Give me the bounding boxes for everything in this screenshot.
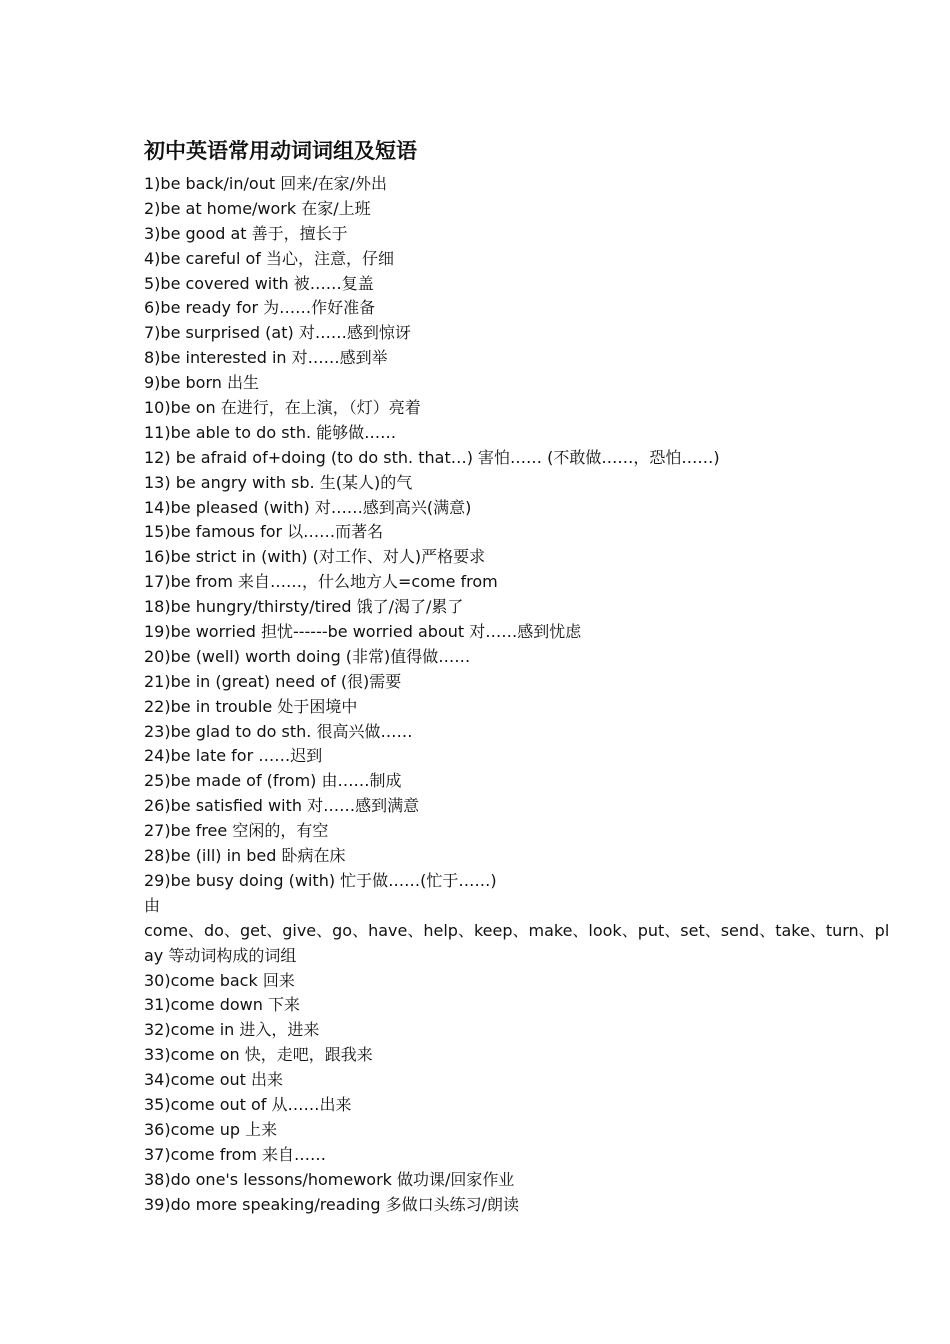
phrase-line: 25)be made of (from) 由……制成 <box>144 771 402 791</box>
phrase-line: 14)be pleased (with) 对……感到高兴(满意) <box>144 497 472 517</box>
phrase-line: 22)be in trouble 处于困境中 <box>144 696 358 716</box>
phrase-line: 2)be at home/work 在家/上班 <box>144 198 371 218</box>
phrase-line: 13) be angry with sb. 生(某人)的气 <box>144 472 413 492</box>
phrase-line: 1)be back/in/out 回来/在家/外出 <box>144 174 387 193</box>
phrase-line: 8)be interested in 对……感到举 <box>144 348 388 368</box>
phrase-line: 37)come from 来自…… <box>144 1144 327 1164</box>
phrase-line: 27)be free 空闲的，有空 <box>144 821 329 841</box>
phrase-line: 由 <box>144 895 161 915</box>
phrase-line: 26)be satisfied with 对……感到满意 <box>144 796 420 816</box>
phrase-line: 17)be from 来自……，什么地方人=come from <box>144 572 498 592</box>
phrase-line: 39)do more speaking/reading 多做口头练习/朗读 <box>144 1194 519 1214</box>
phrase-line: 21)be in (great) need of (很)需要 <box>144 671 402 691</box>
phrase-list <box>144 172 890 1217</box>
phrase-line: 20)be (well) worth doing (非常)值得做…… <box>144 646 471 666</box>
phrase-line: 18)be hungry/thirsty/tired 饿了/渴了/累了 <box>144 597 464 617</box>
phrase-line: come、do、get、give、go、have、help、keep、make、look、put、set、send、take、turn、pl <box>144 920 890 940</box>
phrase-line: 19)be worried 担忧------be worried about 对……感到忧虑 <box>144 622 582 642</box>
phrase-line: 32)come in 进入，进来 <box>144 1020 320 1040</box>
phrase-line: 12) be afraid of+doing (to do sth. that…) 害怕…… (不敢做……，恐怕……) <box>144 447 720 467</box>
phrase-line: 31)come down 下来 <box>144 995 300 1015</box>
phrase-line: 30)come back 回来 <box>144 970 295 990</box>
phrase-line: 24)be late for ……迟到 <box>144 746 323 766</box>
phrase-line: 23)be glad to do sth. 很高兴做…… <box>144 721 413 741</box>
phrase-line: 15)be famous for 以……而著名 <box>144 522 384 542</box>
phrase-line: 33)come on 快，走吧，跟我来 <box>144 1045 373 1065</box>
phrase-line: 5)be covered with 被……复盖 <box>144 273 374 293</box>
phrase-line: 9)be born 出生 <box>144 373 259 393</box>
phrase-line: 36)come up 上来 <box>144 1119 278 1139</box>
phrase-line: 4)be careful of 当心，注意，仔细 <box>144 248 394 268</box>
phrase-line: 7)be surprised (at) 对……感到惊讶 <box>144 323 411 343</box>
phrase-line: 16)be strict in (with) (对工作、对人)严格要求 <box>144 547 486 567</box>
phrase-line: 10)be on 在进行，在上演，（灯）亮着 <box>144 398 421 418</box>
phrase-line: 38)do one's lessons/homework 做功课/回家作业 <box>144 1169 515 1189</box>
phrase-line: 34)come out 出来 <box>144 1070 283 1090</box>
page-title: 初中英语常用动词词组及短语 <box>144 139 417 163</box>
phrase-line: 6)be ready for 为……作好准备 <box>144 298 376 318</box>
phrase-line: ay 等动词构成的词组 <box>144 945 297 965</box>
phrase-line: 11)be able to do sth. 能够做…… <box>144 422 397 442</box>
phrase-line: 28)be (ill) in bed 卧病在床 <box>144 846 346 866</box>
phrase-line: 35)come out of 从……出来 <box>144 1094 352 1114</box>
phrase-line: 29)be busy doing (with) 忙于做……(忙于……) <box>144 870 497 890</box>
phrase-line: 3)be good at 善于，擅长于 <box>144 223 348 243</box>
document-body <box>144 136 890 1217</box>
